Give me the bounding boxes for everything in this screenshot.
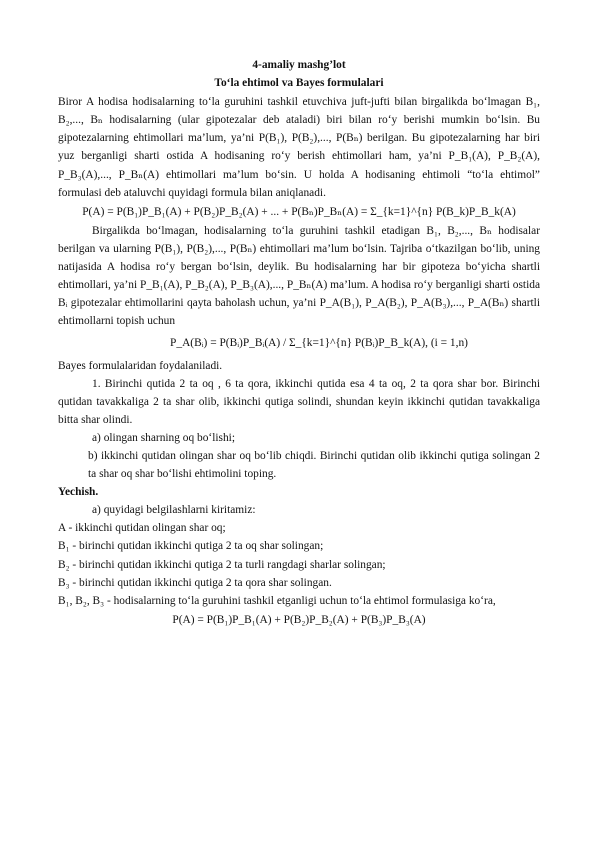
paragraph-intro (58, 93, 540, 202)
task-part-b: b) ikkinchi qutidan olingan shar oq bo‘lib chiqdi. Birinchi qutidan olib ikkinchi qutiga solingan 2 ta shar oq shar bo‘lishi ehtimolini toping. (88, 449, 540, 481)
definition-b1: B₁ - birinchi qutidan ikkinchi qutiga 2 ta oq shar solingan; (58, 540, 324, 553)
definition-b2: B₂ - birinchi qutidan ikkinchi qutiga 2 ta turli rangdagi sharlar solingan; (58, 558, 386, 571)
paragraph-total-group: B₁, B₂, B₃ - hodisalarning to‘la guruhini tashkil etganligi uchun to‘la ehtimol formulasiga ko‘ra, (58, 594, 496, 607)
total-probability-formula: P(A) = P(B₁)P_B₁(A) + P(B₂)P_B₂(A) + ... + P(Bₙ)P_Bₙ(A) = Σ_{k=1}^{n} P(B_k)P_B_k(A) (82, 205, 516, 218)
paragraph-bayes-note: Bayes formulalaridan foydalaniladi. (58, 359, 223, 372)
paragraph-intro-text: Biror A hodisa hodisalarning to‘la guruhini tashkil etuvchiva juft-jufti bilan birgalikda bo‘lmagan B₁, B₂,..., Bₙ hodisalarning (ular gipotezalar deb ataladi) biri bilan ro‘y berishi mumkin bo‘lsin. Bu gipotezalarning ehtimollari ma’lum, ya’ni P(B₁), P(B₂),..., P(Bₙ) berilgan. Bu gipotezalarning har biri yuz berganligi sharti ostida A hodisaning ro‘y berish ehtimollari ham, ya’ni P_B₁(A), P_B₂(A), P_B₃(A),..., P_Bₙ(A) ehtimollari ma’lum bo‘sin. U holda A hodisaning ehtimoli “to‘la ehtimol” formulasi deb ataluvchi quyidagi formula bilan aniqlanadi. (58, 96, 540, 199)
document-page (58, 56, 540, 630)
page-title: 4-amaliy mashg’lot (252, 59, 346, 71)
bayes-formula: P_A(Bᵢ) = P(Bᵢ)P_Bᵢ(A) / Σ_{k=1}^{n} P(Bᵢ)P_B_k(A), (i = 1,n) (170, 337, 468, 350)
solution-label: Yechish. (58, 486, 99, 499)
task-statement: 1. Birinchi qutida 2 ta oq , 6 ta qora, ikkinchi qutida esa 4 ta oq, 2 ta qora shar bor. Birinchi qutidan tavakkaliga 2 ta shar olib, ikkinchi qutiga solindi, shundan keyin ikkinchi qutidan tavakkaliga bitta shar olindi. (58, 377, 540, 426)
page-subtitle: To‘la ehtimol va Bayes formulalari (214, 77, 384, 90)
total-probability-formula-3: P(A) = P(B₁)P_B₁(A) + P(B₂)P_B₂(A) + P(B₃)P_B₃(A) (172, 613, 426, 626)
definition-a: A - ikkinchi qutidan olingan shar oq; (58, 522, 226, 535)
task-part-a: a) olingan sharning oq bo‘lishi; (92, 431, 235, 444)
paragraph-bayes-setup: Birgalikda bo‘lmagan, hodisalarning to‘la guruhini tashkil etadigan B₁, B₂,..., Bₙ hodisalar berilgan va ularning P(B₁), P(B₂),..., P(Bₙ) ehtimollari ma’lum bo‘lsin. Tajriba o‘tkazilgan bo‘lib, uning natijasida A hodisa ro‘y bergan bo‘lsin, deylik. Bu hodisalarning har bir gipoteza bo‘yicha shartli ehtimollari, ya’ni P_B₁(A), P_B₂(A), P_B₃(A),..., P_Bₙ(A) ma’lum. A hodisa ro‘y berganligi sharti ostida Bᵢ gipotezalar ehtimollarini qayta baholash uchun, ya’ni P_A(B₁), P_A(B₂), P_A(B₃),..., P_A(Bₙ) shartli ehtimollarni topish uchun (58, 224, 540, 328)
solution-part-a: a) quyidagi belgilashlarni kiritamiz: (92, 504, 256, 517)
definition-b3: B₃ - birinchi qutidan ikkinchi qutiga 2 ta qora shar solingan. (58, 576, 332, 589)
